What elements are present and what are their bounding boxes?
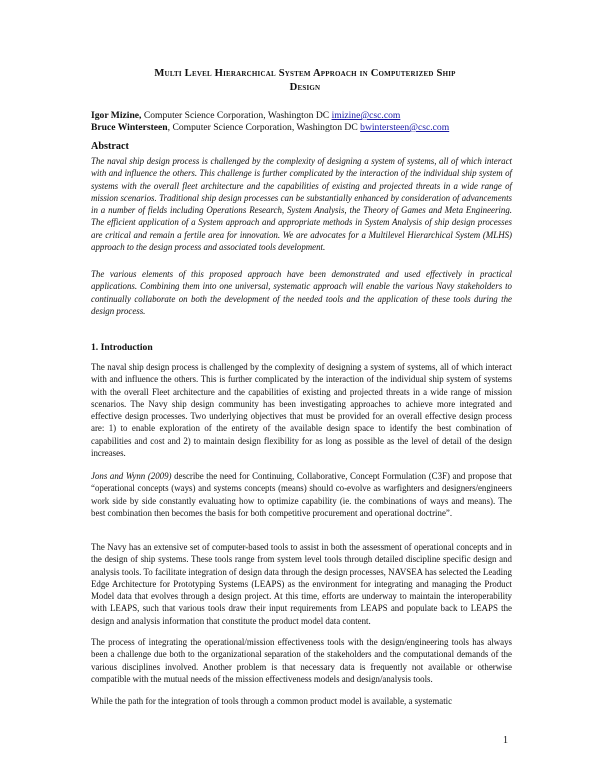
intro-paragraph-4: The process of integrating the operational/mission effectiveness tools with the design/engineering tools has always been a challenge due both to the organizational separation of the stakeholders and the computational demands of the various disciplines involved. Another problem is that necessary data is frequently not available or otherwise compatible with the mutual needs of the mission effectiveness models and design/analysis tools. <box>91 637 512 684</box>
intro-paragraph-1: The naval ship design process is challenged by the complexity of designing a system of systems, all of which interact with and influence the others. This is further complicated by the interaction of the individual ship system of systems with the overall Fleet architecture and the capabilities of existing and projected threats in a wide range of mission scenarios. The Navy ship design community has been investigating approaches to achieve more integrated and effective design processes. Two underlying objectives that must be provided for an overall effective design process are: 1) to enable exploration of the entirety of the available design space to identify the best combination of capabilities and cost and 2) to maintain design flexibility for as long as possible as the level of detail of the design increases. <box>91 362 512 459</box>
page-number: 1 <box>503 735 508 746</box>
author-2-affiliation: , Computer Science Corporation, Washington DC <box>167 122 361 133</box>
title-line-2: Design <box>289 82 321 93</box>
author-1 <box>91 110 400 122</box>
intro-paragraph-2 <box>91 470 512 519</box>
author-2-name: Bruce Wintersteen <box>91 122 168 133</box>
author-1-email-link[interactable]: imizine@csc.com <box>331 110 401 121</box>
intro-paragraph-2-text: describe the need for Continuing, Collaborative, Concept Formulation (C3F) and propose that “operational concepts (ways) and systems concepts (means) should co-evolve as warfighters and designers/engineers work side by side constantly evaluating how to optimize capability (ie. the combinations of ways and means). The best combination then becomes the basis for both competitive procurement and operational doctrine”. <box>91 471 513 518</box>
abstract-paragraph-1: The naval ship design process is challenged by the complexity of designing a system of systems, all of which interact with and influence the others. This challenge is further complicated by the interaction of the individual ship system of systems with the overall fleet architecture and the capabilities of existing and projected threats in a wide range of mission scenarios. Traditional ship design processes can be substantially enhanced by consideration of advancements in a number of fields including Operations Research, System Analysis, the Theory of Games and Meta Engineering. The efficient application of a System approach and appropriate methods in System Analysis of ship design processes are critical and remain a fertile area for innovation. We are advocates for a Multilevel Hierarchical System (MLHS) approach to the design process and associated tools development. <box>91 156 512 253</box>
author-1-name: Igor Mizine, <box>91 110 142 121</box>
author-2 <box>91 122 449 134</box>
abstract-heading: Abstract <box>91 141 129 152</box>
intro-paragraph-5: While the path for the integration of tools through a common product model is available, a systematic <box>91 696 453 706</box>
author-1-affiliation: Computer Science Corporation, Washington DC <box>141 110 332 121</box>
author-2-email-link[interactable]: bwintersteen@csc.com <box>360 122 450 133</box>
citation: Jons and Wynn (2009) <box>91 471 172 481</box>
section-heading-introduction: 1. Introduction <box>91 342 153 353</box>
abstract-paragraph-2: The various elements of this proposed approach have been demonstrated and used effectively in practical applications. Combining them into one universal, systematic approach will enable the various Navy stakeholders to continually collaborate on both the development of the needed tools and the application of these tools during the design process. <box>91 269 512 316</box>
paper-title <box>100 67 510 95</box>
title-line-1: Multi Level Hierarchical System Approach in Computerized Ship <box>154 68 456 79</box>
intro-paragraph-3: The Navy has an extensive set of computer-based tools to assist in both the assessment of operational concepts and in the design of ship systems. These tools range from system level tools through detailed discipline specific design and analysis tools. To facilitate integration of design data through the design processes, NAVSEA has selected the Leading Edge Architecture for Prototyping Systems (LEAPS) as the environment for integrating and managing the Product Model data that evolves through a design project. At this time, efforts are underway to maintain the interoperability with LEAPS, such that various tools draw their input requirements from LEAPS and populate back to LEAPS the design and analysis information that constitute the product model data content. <box>91 542 512 626</box>
